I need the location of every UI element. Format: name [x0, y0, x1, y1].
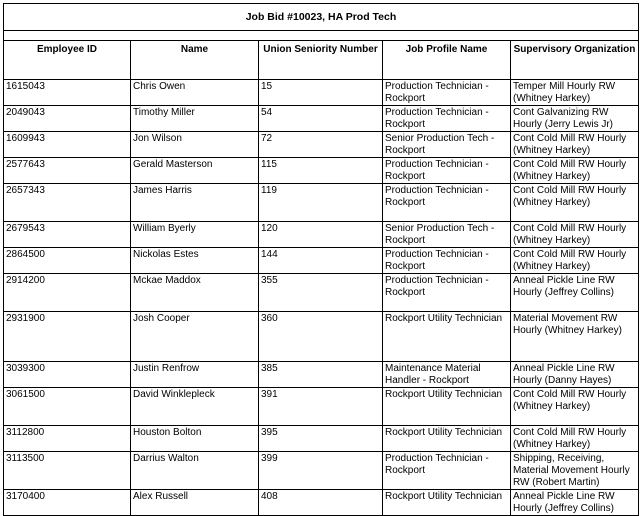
cell-employee-id: 3113500 — [4, 452, 131, 490]
table-title: Job Bid #10023, HA Prod Tech — [4, 4, 639, 31]
cell-supervisory-org: Cont Cold Mill RW Hourly (Whitney Harkey) — [511, 132, 639, 158]
header-supervisory-organization: Supervisory Organization — [511, 41, 639, 80]
cell-name: Jon Wilson — [131, 132, 259, 158]
cell-name: Gerald Masterson — [131, 158, 259, 184]
table-row — [4, 426, 639, 452]
cell-name: Justin Renfrow — [131, 362, 259, 388]
cell-name: Josh Cooper — [131, 312, 259, 362]
table-row — [4, 452, 639, 490]
cell-seniority: 72 — [259, 132, 383, 158]
cell-name: Darrius Walton — [131, 452, 259, 490]
table-row — [4, 274, 639, 312]
table-row — [4, 490, 639, 516]
cell-job-profile: Production Technician - Rockport — [383, 106, 511, 132]
cell-employee-id: 2864500 — [4, 248, 131, 274]
cell-employee-id: 2657343 — [4, 184, 131, 222]
cell-job-profile: Maintenance Material Handler - Rockport — [383, 362, 511, 388]
cell-supervisory-org: Anneal Pickle Line RW Hourly (Danny Hayes) — [511, 362, 639, 388]
cell-seniority: 120 — [259, 222, 383, 248]
cell-supervisory-org: Temper Mill Hourly RW (Whitney Harkey) — [511, 80, 639, 106]
table-row — [4, 158, 639, 184]
table-row — [4, 362, 639, 388]
cell-employee-id: 1609943 — [4, 132, 131, 158]
cell-seniority: 355 — [259, 274, 383, 312]
cell-supervisory-org: Cont Cold Mill RW Hourly (Whitney Harkey) — [511, 184, 639, 222]
cell-employee-id: 2049043 — [4, 106, 131, 132]
cell-employee-id: 1615043 — [4, 80, 131, 106]
cell-employee-id: 3061500 — [4, 388, 131, 426]
table-row — [4, 248, 639, 274]
table-row — [4, 184, 639, 222]
table-row — [4, 222, 639, 248]
cell-supervisory-org: Cont Cold Mill RW Hourly (Whitney Harkey) — [511, 248, 639, 274]
cell-employee-id: 3112800 — [4, 426, 131, 452]
cell-seniority: 385 — [259, 362, 383, 388]
cell-employee-id: 2931900 — [4, 312, 131, 362]
cell-supervisory-org: Cont Cold Mill RW Hourly (Whitney Harkey) — [511, 426, 639, 452]
cell-employee-id: 2679543 — [4, 222, 131, 248]
cell-seniority: 54 — [259, 106, 383, 132]
header-union-seniority-number: Union Seniority Number — [259, 41, 383, 80]
cell-supervisory-org: Cont Galvanizing RW Hourly (Jerry Lewis Jr) — [511, 106, 639, 132]
spacer-row — [4, 31, 639, 41]
header-name: Name — [131, 41, 259, 80]
cell-job-profile: Production Technician - Rockport — [383, 248, 511, 274]
cell-employee-id: 2577643 — [4, 158, 131, 184]
cell-supervisory-org: Anneal Pickle Line RW Hourly (Jeffrey Collins) — [511, 490, 639, 516]
job-bid-table — [3, 3, 639, 516]
cell-employee-id: 3170400 — [4, 490, 131, 516]
cell-supervisory-org: Cont Cold Mill RW Hourly (Whitney Harkey) — [511, 158, 639, 184]
cell-job-profile: Rockport Utility Technician — [383, 312, 511, 362]
cell-supervisory-org: Shipping, Receiving, Material Movement Hourly RW (Robert Martin) — [511, 452, 639, 490]
title-row — [4, 4, 639, 31]
cell-name: Timothy Miller — [131, 106, 259, 132]
cell-seniority: 119 — [259, 184, 383, 222]
cell-job-profile: Senior Production Tech - Rockport — [383, 132, 511, 158]
cell-name: Houston Bolton — [131, 426, 259, 452]
cell-supervisory-org: Cont Cold Mill RW Hourly (Whitney Harkey) — [511, 388, 639, 426]
cell-employee-id: 3039300 — [4, 362, 131, 388]
cell-job-profile: Production Technician - Rockport — [383, 80, 511, 106]
cell-job-profile: Production Technician - Rockport — [383, 452, 511, 490]
header-job-profile-name: Job Profile Name — [383, 41, 511, 80]
cell-job-profile: Rockport Utility Technician — [383, 388, 511, 426]
cell-seniority: 115 — [259, 158, 383, 184]
cell-supervisory-org: Anneal Pickle Line RW Hourly (Jeffrey Collins) — [511, 274, 639, 312]
cell-job-profile: Production Technician - Rockport — [383, 274, 511, 312]
cell-job-profile: Production Technician - Rockport — [383, 184, 511, 222]
spreadsheet — [3, 3, 638, 514]
cell-seniority: 408 — [259, 490, 383, 516]
cell-name: Nickolas Estes — [131, 248, 259, 274]
cell-name: Mckae Maddox — [131, 274, 259, 312]
cell-job-profile: Production Technician - Rockport — [383, 158, 511, 184]
cell-supervisory-org: Material Movement RW Hourly (Whitney Harkey) — [511, 312, 639, 362]
table-row — [4, 80, 639, 106]
cell-name: James Harris — [131, 184, 259, 222]
cell-job-profile: Senior Production Tech - Rockport — [383, 222, 511, 248]
table-row — [4, 106, 639, 132]
cell-job-profile: Rockport Utility Technician — [383, 426, 511, 452]
cell-name: William Byerly — [131, 222, 259, 248]
cell-seniority: 395 — [259, 426, 383, 452]
cell-name: Chris Owen — [131, 80, 259, 106]
cell-job-profile: Rockport Utility Technician — [383, 490, 511, 516]
cell-name: David Winklepleck — [131, 388, 259, 426]
cell-seniority: 360 — [259, 312, 383, 362]
cell-seniority: 391 — [259, 388, 383, 426]
cell-supervisory-org: Cont Cold Mill RW Hourly (Whitney Harkey) — [511, 222, 639, 248]
cell-seniority: 399 — [259, 452, 383, 490]
cell-seniority: 15 — [259, 80, 383, 106]
table-row — [4, 312, 639, 362]
cell-employee-id: 2914200 — [4, 274, 131, 312]
header-row — [4, 41, 639, 80]
table-row — [4, 388, 639, 426]
cell-name: Alex Russell — [131, 490, 259, 516]
table-row — [4, 132, 639, 158]
cell-seniority: 144 — [259, 248, 383, 274]
header-employee-id: Employee ID — [4, 41, 131, 80]
